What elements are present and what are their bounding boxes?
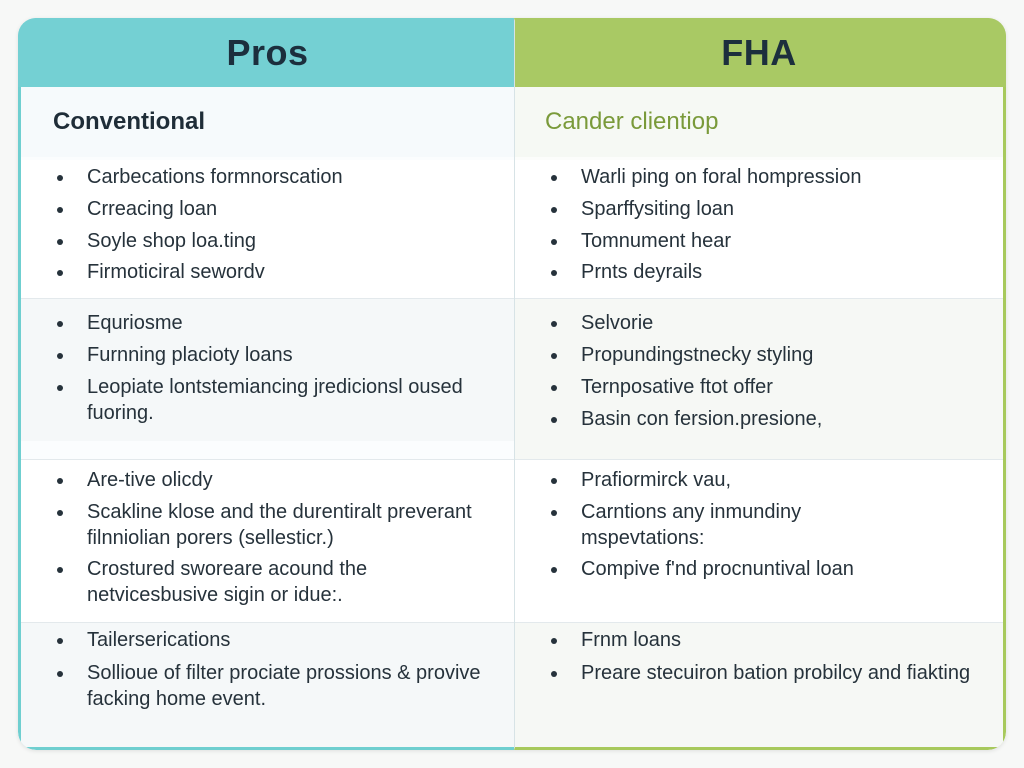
bullet-icon <box>57 478 63 484</box>
comparison-table <box>18 18 1006 750</box>
bullet-icon <box>551 478 557 484</box>
bullet-icon <box>57 239 63 245</box>
column-header-pros: Pros <box>18 18 514 87</box>
item-group: Equriosme Furnning placioty loans Leopiate lontstemiancing jredicionsl oused fuoring. <box>21 299 514 441</box>
item-group: Prafiormirck vau, Carntions any inmundiny mspevtations: Compive f'nd procnuntival loan <box>515 460 1003 622</box>
item-group: Selvorie Propundingstnecky styling Ternposative ftot offer Basin con fersion.presione, <box>515 299 1003 459</box>
bullet-icon <box>551 207 557 213</box>
bullet-icon <box>551 510 557 516</box>
column-pros <box>18 18 514 750</box>
bullet-icon <box>57 207 63 213</box>
bullet-icon <box>551 239 557 245</box>
bullet-icon <box>551 270 557 276</box>
bullet-icon <box>551 638 557 644</box>
bullet-icon <box>551 671 557 677</box>
item-group: Warli ping on foral hompression Sparffysiting loan Tomnument hear Prnts deyrails <box>515 160 1003 298</box>
bullet-icon <box>551 353 557 359</box>
bullet-icon <box>57 567 63 573</box>
column-header-fha: FHA <box>515 18 1006 87</box>
bullet-icon <box>551 417 557 423</box>
bullet-icon <box>57 671 63 677</box>
bullet-icon <box>551 567 557 573</box>
column-subheading: Cander clientiop <box>515 87 1003 157</box>
bullet-icon <box>57 175 63 181</box>
bullet-icon <box>57 385 63 391</box>
bullet-icon <box>57 638 63 644</box>
item-group: Tailerserications Sollioue of filter prociate prossions & provive facking home event. <box>21 623 514 747</box>
bullet-icon <box>551 175 557 181</box>
bullet-icon <box>57 510 63 516</box>
bullet-icon <box>551 321 557 327</box>
bullet-icon <box>57 321 63 327</box>
bullet-icon <box>57 353 63 359</box>
item-group: Frnm loans Preare stecuiron bation probilcy and fiakting <box>515 623 1003 747</box>
bullet-icon <box>551 385 557 391</box>
bullet-icon <box>57 270 63 276</box>
column-fha <box>514 18 1006 750</box>
item-group: Carbecations formnorscation Crreacing loan Soyle shop loa.ting Firmoticiral sewordv <box>21 160 514 298</box>
item-group: Are-tive olicdy Scakline klose and the durentiralt preverant filnniolian porers (sellesticr.) Crostured sworeare acound the netvicesbusive sigin or idue:. <box>21 460 514 622</box>
column-subheading: Conventional <box>21 87 514 157</box>
